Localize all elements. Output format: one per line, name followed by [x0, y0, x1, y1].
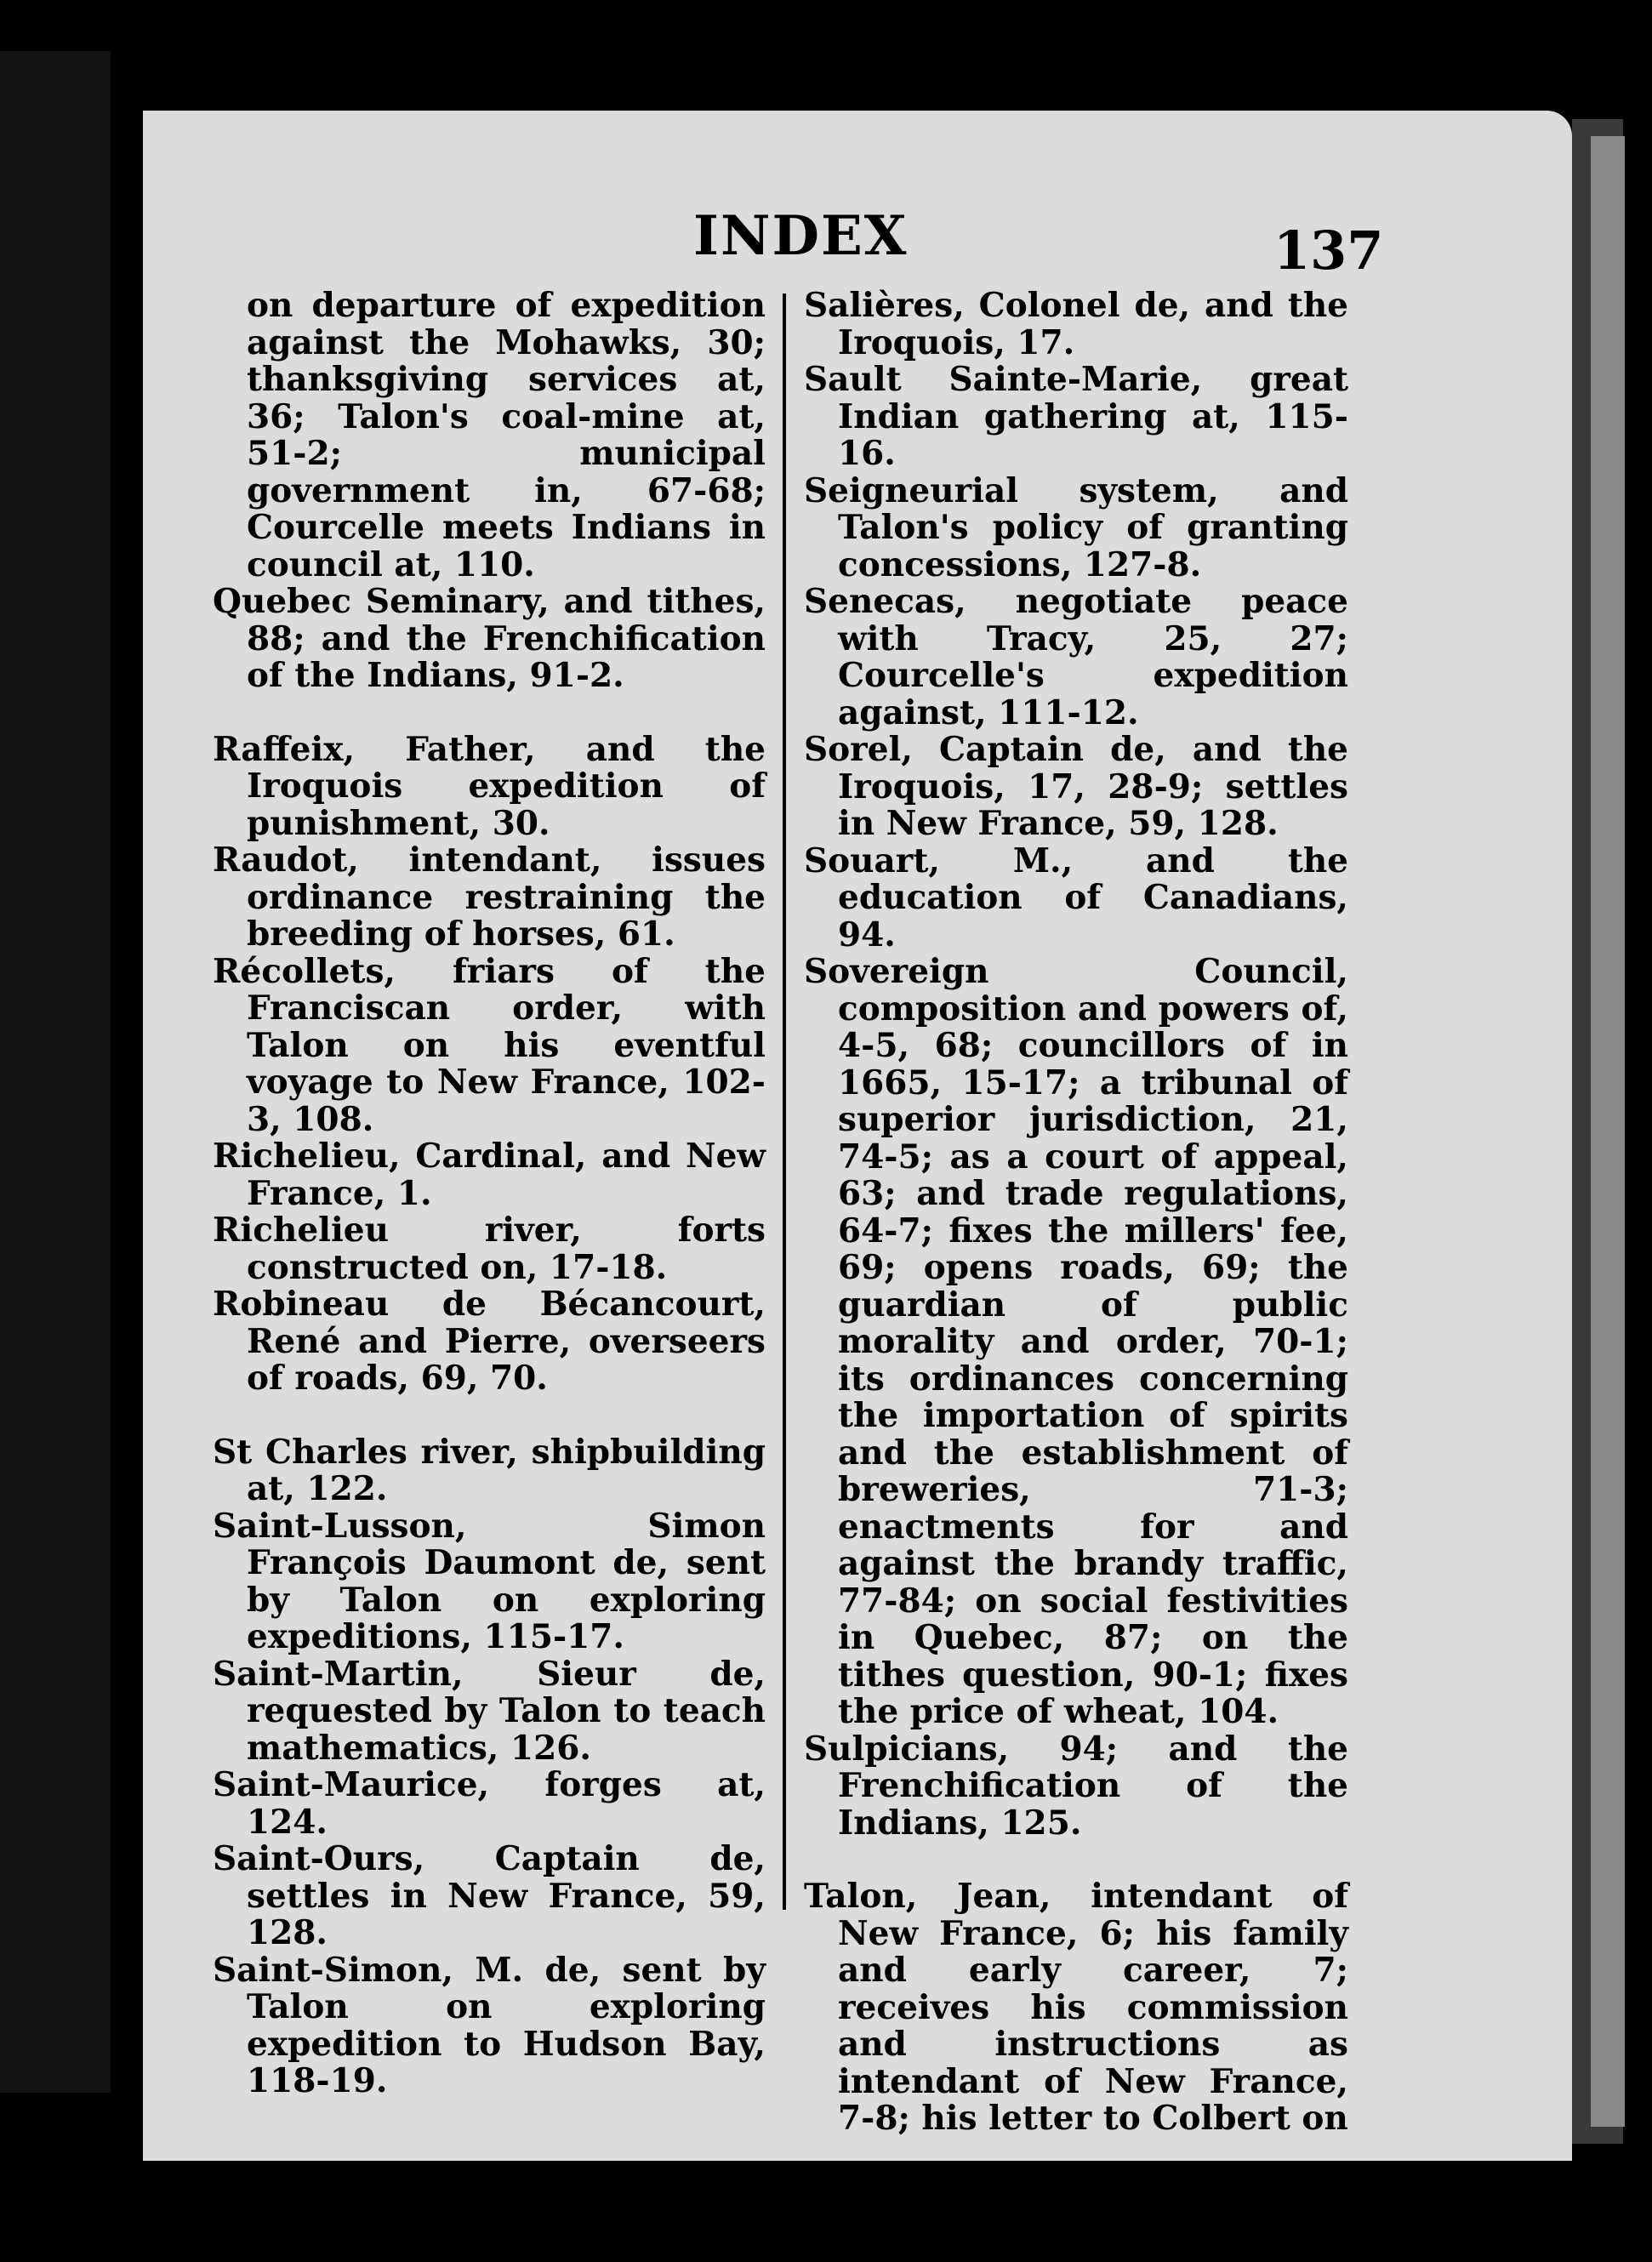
index-entry: Talon, Jean, intendant of New France, 6; his family and early career, 7; receives his commission and instructions as intendant of New France, 7-8; his letter to Colbert on	[804, 1877, 1348, 2138]
index-entry: Robineau de Bécancourt, René and Pierre, overseers of roads, 69, 70.	[213, 1285, 766, 1398]
index-entry: Quebec Seminary, and tithes, 88; and the Frenchification of the Indians, 91-2.	[213, 582, 766, 695]
index-entry: Richelieu, Cardinal, and New France, 1.	[213, 1137, 766, 1213]
page-number: 137	[1273, 219, 1384, 282]
index-entry: Saint-Simon, M. de, sent by Talon on exploring expedition to Hudson Bay, 118-19.	[213, 1950, 766, 2100]
section-gap	[804, 1842, 1348, 1878]
index-entry: Richelieu river, forts constructed on, 17-18.	[213, 1211, 766, 1287]
index-entry: Senecas, negotiate peace with Tracy, 25, 27; Courcelle's expedition against, 111-12.	[804, 582, 1348, 732]
index-column-left	[213, 288, 766, 2100]
index-entry: Raudot, intendant, issues ordinance restraining the breeding of horses, 61.	[213, 840, 766, 954]
left-page-edge	[0, 0, 143, 2262]
index-entry: Saint-Ours, Captain de, settles in New France, 59, 128.	[213, 1839, 766, 1952]
section-gap	[213, 1398, 766, 1434]
index-entry: Sault Sainte-Marie, great Indian gathering at, 115-16.	[804, 360, 1348, 473]
index-entry: Saint-Lusson, Simon François Daumont de, sent by Talon on exploring expeditions, 115-17.	[213, 1506, 766, 1656]
index-entry: Salières, Colonel de, and the Iroquois, 17.	[804, 286, 1348, 362]
index-entry: St Charles river, shipbuilding at, 122.	[213, 1432, 766, 1508]
index-entry: Souart, M., and the education of Canadians, 94.	[804, 840, 1348, 954]
facing-page-strip	[0, 51, 111, 2093]
index-entry: Sulpicians, 94; and the Frenchification of the Indians, 125.	[804, 1729, 1348, 1843]
index-entry: Saint-Martin, Sieur de, requested by Talon to teach mathematics, 126.	[213, 1654, 766, 1768]
index-entry: on departure of expedition against the Mohawks, 30; thanksgiving services at, 36; Talon's coal-mine at, 51-2; municipal government in, 67-68; Courcelle meets Indians in council at, 110.	[247, 286, 766, 584]
index-entry: Saint-Maurice, forges at, 124.	[213, 1765, 766, 1842]
section-gap	[213, 695, 766, 732]
index-entry: Seigneurial system, and Talon's policy of granting concessions, 127-8.	[804, 470, 1348, 584]
index-entry: Récollets, friars of the Franciscan order, with Talon on his eventful voyage to New France, 102-3, 108.	[213, 951, 766, 1139]
column-divider	[783, 293, 786, 1910]
index-entry: Raffeix, Father, and the Iroquois expedition of punishment, 30.	[213, 729, 766, 843]
page-title: INDEX	[693, 204, 909, 268]
right-page-edge-inner	[1591, 136, 1625, 2127]
index-column-right	[804, 288, 1348, 2138]
index-entry: Sovereign Council, composition and powers of, 4-5, 68; councillors of in 1665, 15-17; a tribunal of superior jurisdiction, 21, 74-5; as a court of appeal, 63; and trade regulations, 64-7; fixes the millers' fee, 69; opens roads, 69; the guardian of public morality and order, 70-1; its ordinances concerning the importation of spirits and the establishment of breweries, 71-3; enactments for and against the brandy traffic, 77-84; on social festivities in Quebec, 87; on the tithes question, 90-1; fixes the price of wheat, 104.	[804, 952, 1348, 1731]
index-entry: Sorel, Captain de, and the Iroquois, 17, 28-9; settles in New France, 59, 128.	[804, 730, 1348, 843]
